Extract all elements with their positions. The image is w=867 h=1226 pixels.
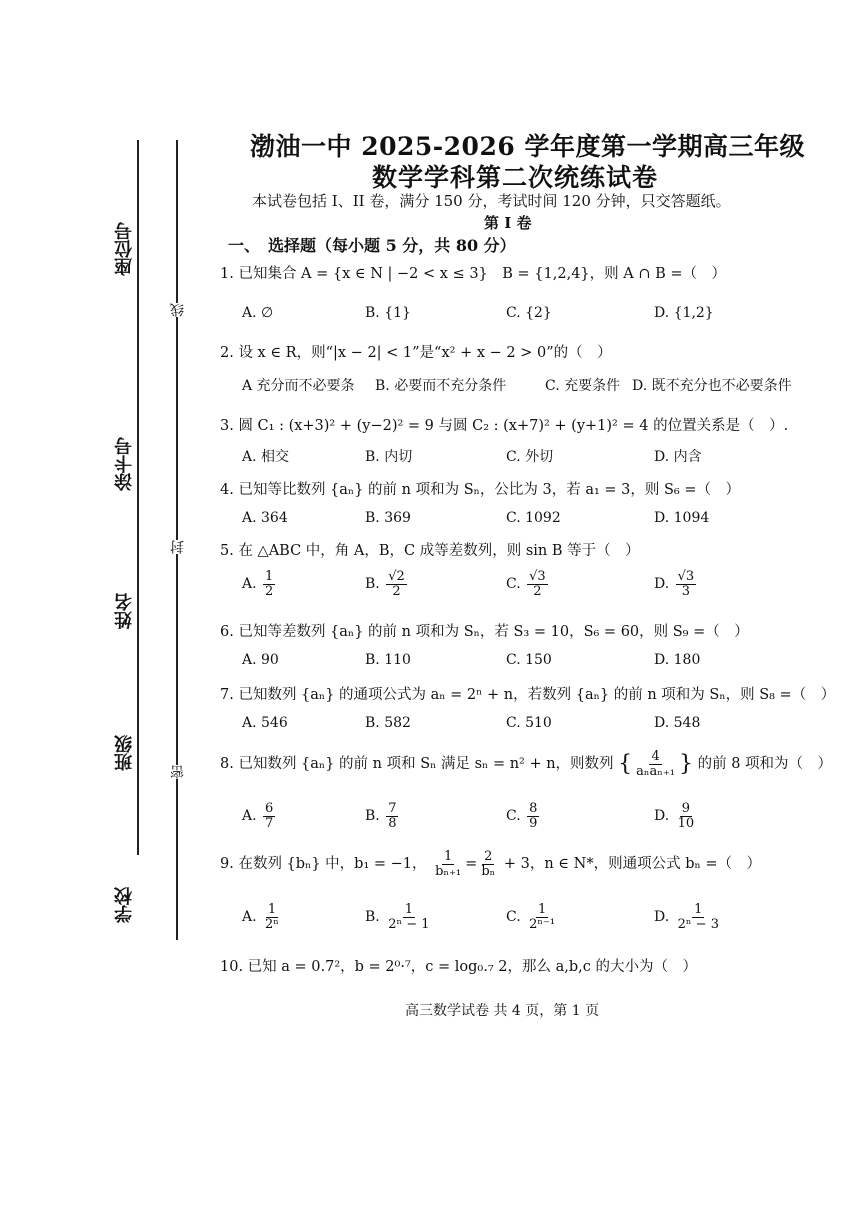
question-9-stem: 9. 在数列 {bₙ} 中，b₁ = −1， $\frac{1}{\text{bₙ₊₁}}$ = $\frac{2}{\text{bₙ}}$ + 3，n ∈ N*，则通项公式 bₙ =（ ） [220,849,762,879]
question-10-stem: 10. 已知 a = 0.7²，b = 2⁰·⁷，c = log₀.₇ 2，那么 a,b,c 的大小为（ ） [220,959,697,975]
numerator: 1 [265,569,274,584]
question-8-stem-start: 8. 已知数列 {aₙ} 的前 n 项和 Sₙ 满足 sₙ = n² + n，则数列 [220,756,614,773]
question-2-option-a: A 充分而不必要条 [242,378,355,394]
question-9-option-a [242,903,283,931]
question-1-option-d: D. {1,2} [654,305,714,321]
question-8-option-a [242,802,277,830]
question-4-option-c: C. 1092 [506,510,561,526]
option-letter: C. [506,576,521,593]
binding-field-seat: 座位号 [114,222,135,276]
question-3-option-a: A. 相交 [242,449,290,465]
section-heading: 一、 选择题（每小题 5 分，共 80 分） [228,236,516,255]
question-3-stem: 3. 圆 C₁ : (x+3)² + (y−2)² = 9 与圆 C₂ : (x+7)² + (y+1)² = 4 的位置关系是（ ）. [220,418,789,434]
question-3-option-b: B. 内切 [365,449,413,465]
fraction [676,570,697,598]
question-8-option-c [506,802,541,830]
question-9-option-d [654,903,723,931]
denominator: 2ⁿ − 3 [677,916,719,932]
denominator: aₙaₙ₊₁ [636,763,675,779]
denominator: 2 [533,583,542,599]
numerator: 7 [388,801,397,816]
seal-char-line: 线 [170,303,186,317]
denominator: 10 [677,815,695,831]
question-4-option-a: A. 364 [242,510,288,526]
fraction [527,570,548,598]
exam-title-line1: 渤油一中 2025-2026 学年度第一学期高三年级 [250,132,805,161]
question-6-stem: 6. 已知等差数列 {aₙ} 的前 n 项和为 Sₙ，若 S₃ = 10，S₆ = 60，则 S₉ =（ ） [220,624,749,640]
question-5-option-b [365,570,409,598]
numerator: 9 [681,801,691,816]
denominator: bₙ [481,863,496,879]
seal-char-secret: 密 [170,765,186,779]
fraction-rhs [479,850,497,878]
question-5-option-d [654,570,698,598]
fraction [263,903,281,931]
numerator: 1 [404,902,413,917]
fraction [263,802,275,830]
numerator: √3 [677,569,695,584]
question-3-option-d: D. 内含 [654,449,702,465]
question-7-option-d: D. 548 [654,715,701,731]
numerator: 1 [537,902,547,917]
binding-field-school: 学校 [114,887,135,923]
numerator: √3 [529,569,546,584]
denominator: 7 [265,815,274,831]
fraction [676,802,697,830]
numerator: 1 [694,902,703,917]
numerator: 1 [444,849,453,864]
question-3-option-c: C. 外切 [506,449,554,465]
question-7-stem: 7. 已知数列 {aₙ} 的通项公式为 aₙ = 2ⁿ + n，若数列 {aₙ} 的前 n 项和为 Sₙ，则 S₈ =（ ） [220,687,836,703]
numerator: 8 [529,801,538,816]
option-letter: D. [654,808,670,825]
option-letter: B. [365,909,380,926]
denominator: bₙ₊₁ [435,863,462,879]
question-9-option-b [365,903,434,931]
fraction [386,903,431,931]
fraction-lhs [433,850,463,878]
question-1-option-a: A. ∅ [242,305,274,321]
numerator: 2 [484,849,493,864]
denominator: 3 [681,583,691,599]
question-2-stem: 2. 设 x ∈ R，则“|x − 2| < 1”是“x² + x − 2 > 0”的（ ） [220,345,612,361]
option-letter: C. [506,909,521,926]
binding-field-name: 姓名 [114,593,135,629]
question-7-option-b: B. 582 [365,715,411,731]
fraction [386,570,407,598]
option-letter: D. [654,909,670,926]
denominator: 2 [265,583,274,599]
option-letter: B. [365,808,380,825]
question-6-option-c: C. 150 [506,652,552,668]
question-8-option-d [654,802,698,830]
exam-title-line2: 数学学科第二次统练试卷 [372,163,659,192]
question-9-option-c [506,903,559,931]
binding-field-card: 涂卡号 [114,437,135,491]
question-8-option-b [365,802,400,830]
question-5-stem: 5. 在 △ABC 中，角 A，B，C 成等差数列，则 sin B 等于（ ） [220,543,640,559]
question-6-option-b: B. 110 [365,652,411,668]
sequence-fraction [634,750,677,778]
volume-label: 第 I 卷 [484,214,532,232]
question-4-option-b: B. 369 [365,510,411,526]
question-8-stem: 8. 已知数列 {aₙ} 的前 n 项和 Sₙ 满足 sₙ = n² + n，则数列 { $\frac{4}{\text{aₙaₙ₊₁}}$ } 的前 8 项和为（ ） [220,749,833,779]
question-9-stem-start: 9. 在数列 {bₙ} 中，b₁ = −1， [220,856,427,873]
denominator: 9 [529,815,538,831]
exam-note: 本试卷包括 I、II 卷，满分 150 分，考试时间 120 分钟，只交答题纸。 [252,192,731,210]
question-9-stem-end: + 3，n ∈ N*，则通项公式 bₙ =（ ） [503,856,762,873]
fraction [263,570,275,598]
question-6-option-d: D. 180 [654,652,701,668]
page-footer: 高三数学试卷 共 4 页，第 1 页 [405,1003,600,1019]
numerator: 4 [651,749,660,764]
option-letter: A. [242,808,257,825]
question-2-option-d: D. 既不充分也不必要条件 [632,378,792,394]
question-7-option-c: C. 510 [506,715,552,731]
option-letter: D. [654,576,670,593]
binding-field-class: 班级 [114,735,135,771]
option-letter: A. [242,909,257,926]
question-2-option-c: C. 充要条件 [545,378,621,394]
denominator: 2ⁿ⁻¹ [529,916,556,932]
question-1-option-c: C. {2} [506,305,552,321]
question-4-option-d: D. 1094 [654,510,710,526]
question-8-stem-end: 的前 8 项和为（ ） [697,756,833,773]
option-letter: A. [242,576,257,593]
question-4-stem: 4. 已知等比数列 {aₙ} 的前 n 项和为 Sₙ，公比为 3，若 a₁ = 3，则 S₆ =（ ） [220,482,741,498]
fraction [527,903,557,931]
denominator: 8 [388,815,397,831]
question-1-option-b: B. {1} [365,305,411,321]
question-7-option-a: A. 546 [242,715,288,731]
numerator: 6 [265,801,274,816]
numerator: √2 [388,569,405,584]
question-6-option-a: A. 90 [242,652,279,668]
numerator: 1 [267,902,277,917]
question-5-option-a [242,570,277,598]
seal-char-seal: 封 [170,540,186,554]
denominator: 2ⁿ − 1 [388,916,430,932]
fraction [676,903,721,931]
fraction [386,802,398,830]
fraction [527,802,539,830]
option-letter: B. [365,576,380,593]
question-1-stem: 1. 已知集合 A = {x ∈ N | −2 < x ≤ 3} B = {1,2,4}，则 A ∩ B =（ ） [220,266,727,282]
option-letter: C. [506,808,521,825]
question-5-option-c [506,570,550,598]
denominator: 2ⁿ [265,916,279,932]
denominator: 2 [392,583,401,599]
question-2-option-b: B. 必要而不充分条件 [375,378,507,394]
